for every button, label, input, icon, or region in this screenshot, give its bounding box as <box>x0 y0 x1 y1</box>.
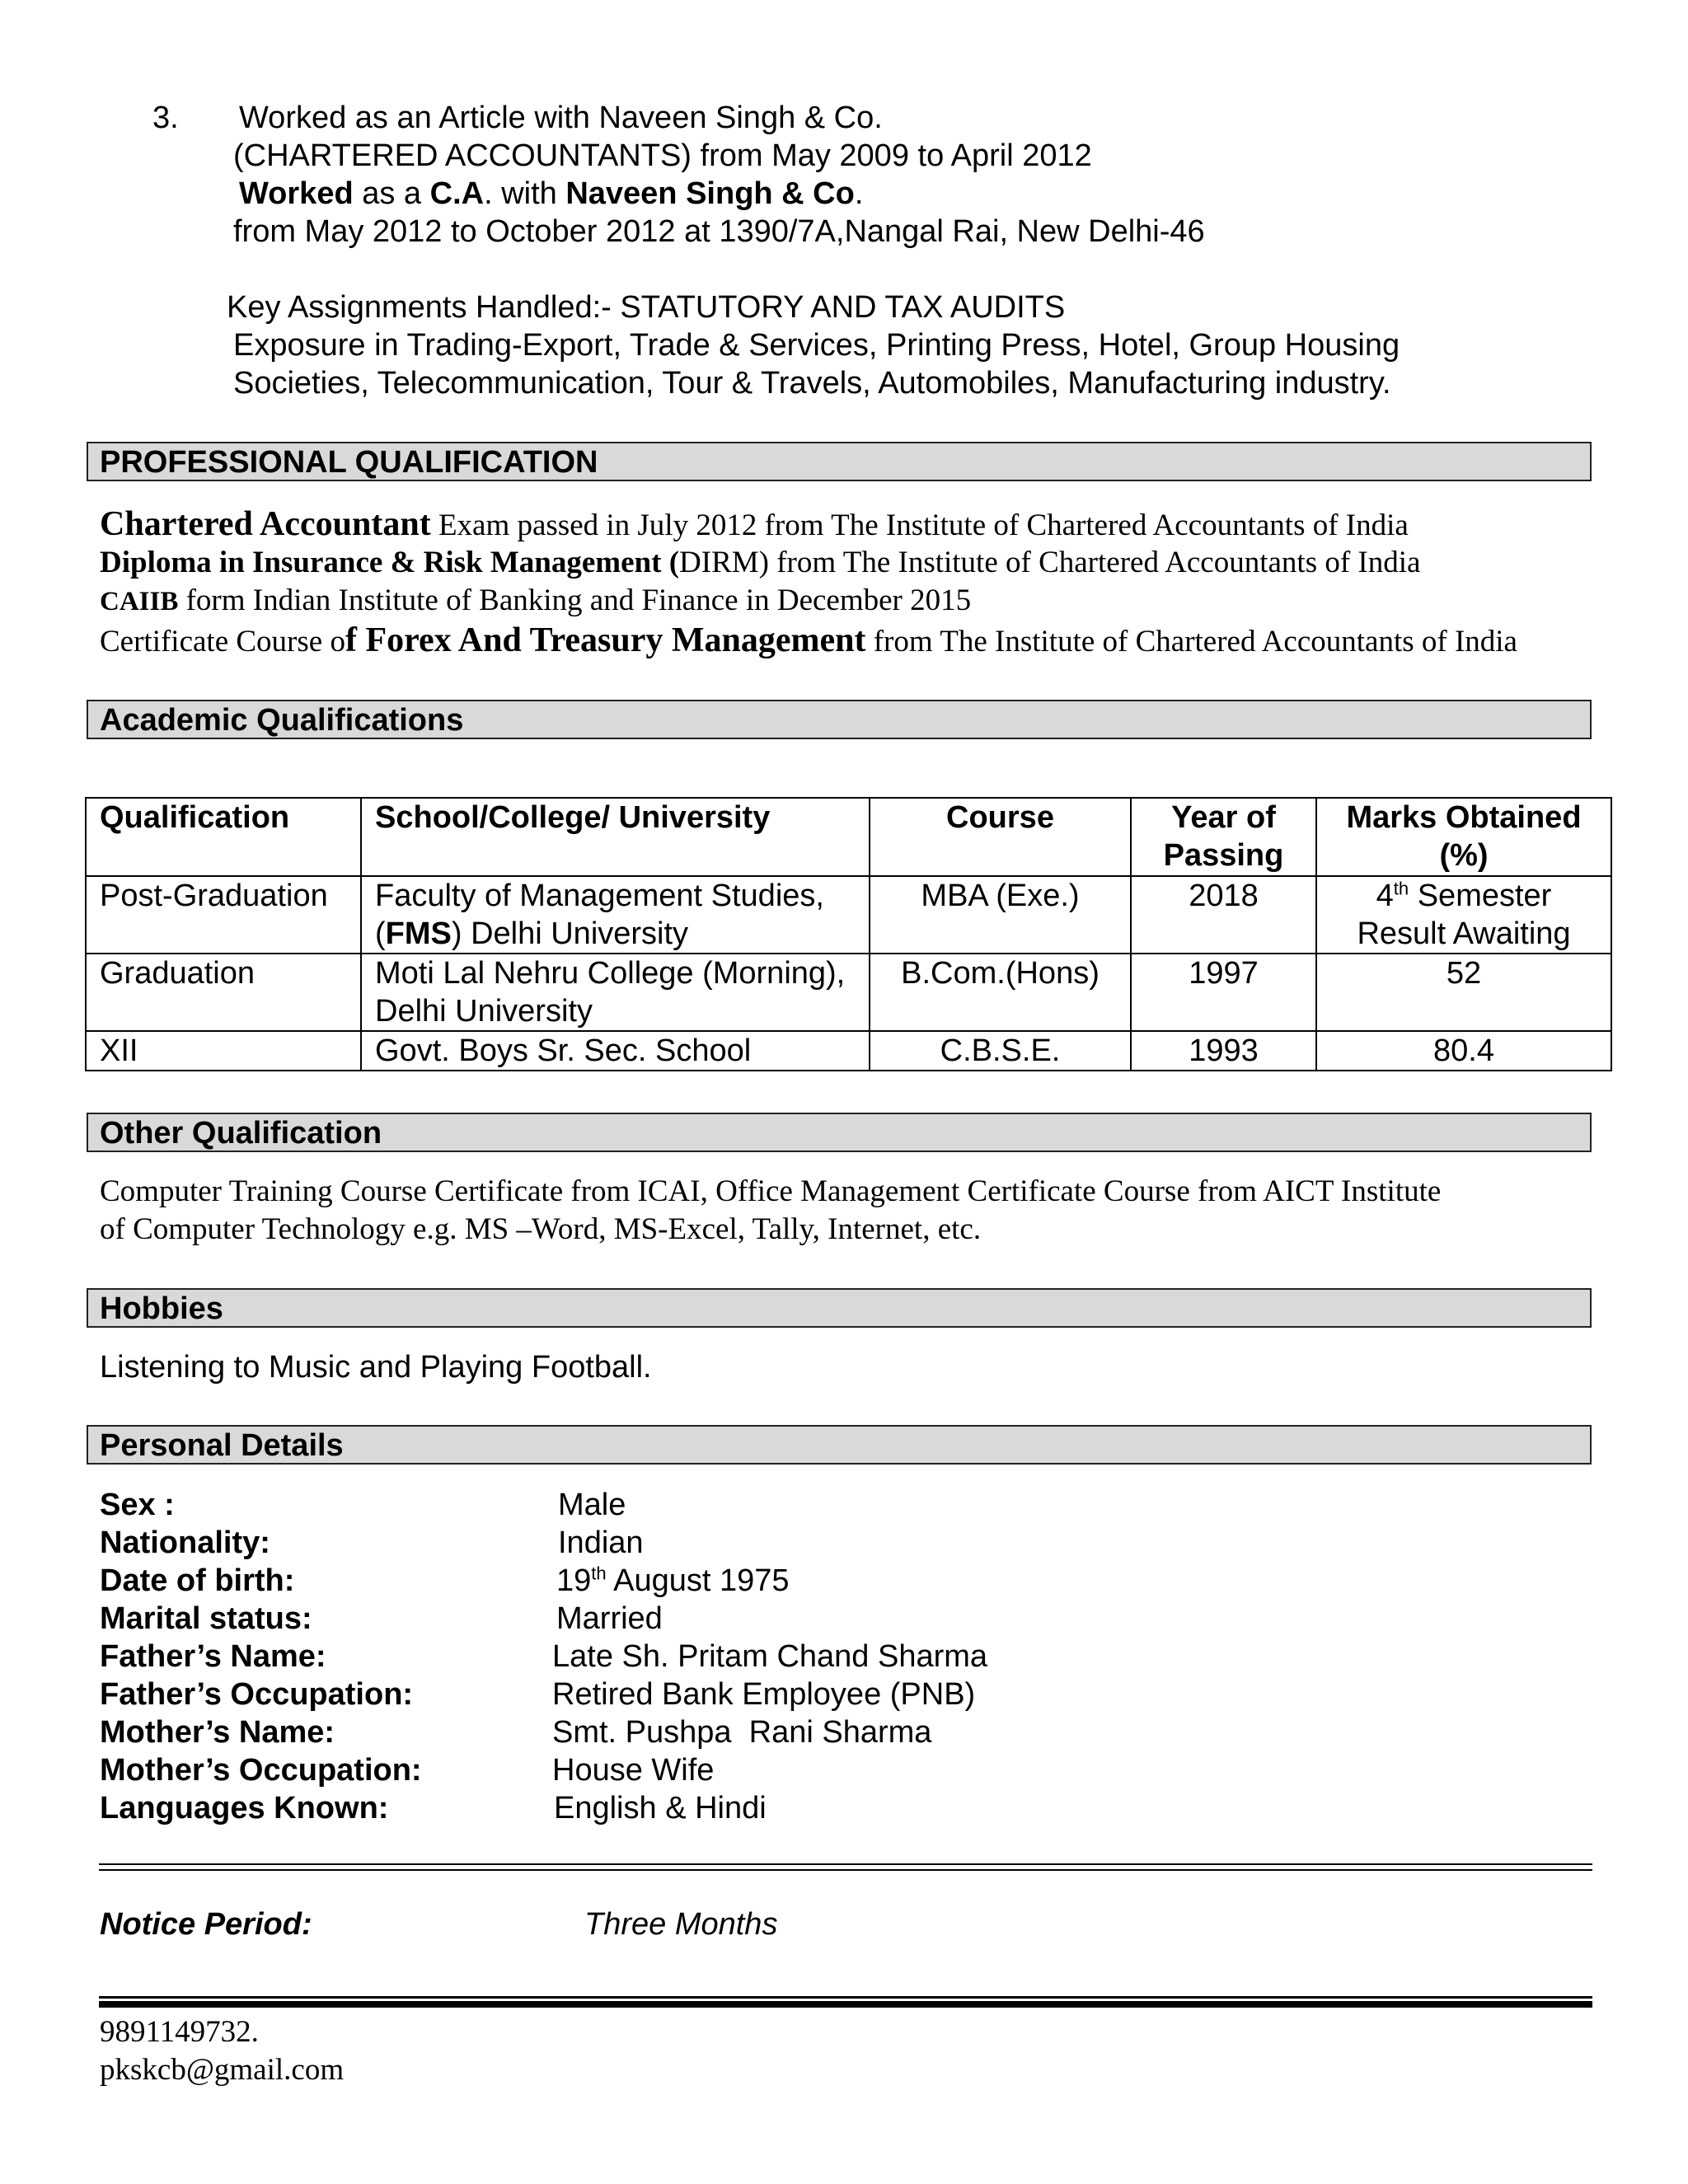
label-dob: Date of birth: <box>100 1563 295 1598</box>
divider-line <box>99 1863 1592 1865</box>
col-header-school: School/College/ University <box>361 798 870 876</box>
exposure-line-1: Exposure in Trading-Export, Trade & Services, Printing Press, Hotel, Group Housing <box>233 328 1400 363</box>
value-nationality: Indian <box>558 1526 644 1560</box>
col-header-year: Year of Passing <box>1131 798 1316 876</box>
cell-course: MBA (Exe.) <box>870 876 1131 954</box>
prof-qual-forex-title: f Forex And Treasury Management <box>345 621 866 659</box>
col-header-course: Course <box>870 798 1131 876</box>
label-nationality: Nationality: <box>100 1526 270 1560</box>
cell-course: C.B.S.E. <box>870 1031 1131 1071</box>
cell-qualification: Post-Graduation <box>86 876 361 954</box>
section-header-professional <box>87 442 1592 481</box>
work-line-3-bold-2: C.A <box>429 176 485 211</box>
section-header-hobbies <box>87 1288 1592 1328</box>
value-sex: Male <box>558 1488 626 1522</box>
academic-table <box>85 797 1612 1071</box>
cell-qualification: XII <box>86 1031 361 1071</box>
prof-qual-dirm-text: DIRM) from The Institute of Chartered Accountants of India <box>679 546 1421 579</box>
cell-school-pre: Faculty of Management Studies, ( <box>375 879 824 951</box>
divider-line <box>99 1869 1592 1871</box>
cell-school-bold: FMS <box>385 916 452 951</box>
cell-school-post: ) Delhi University <box>451 916 689 951</box>
work-line-3-text-2: . with <box>484 176 566 211</box>
prof-qual-forex-text: from The Institute of Chartered Accountants of India <box>865 625 1517 658</box>
value-dob-sup: th <box>591 1563 607 1584</box>
col-header-marks: Marks Obtained (%) <box>1316 798 1611 876</box>
work-line-3-bold-1: Worked <box>239 176 354 211</box>
work-line-3-text-3: . <box>854 176 864 211</box>
section-title: PROFESSIONAL QUALIFICATION <box>100 445 598 480</box>
table-row <box>86 1031 1611 1071</box>
value-dob <box>556 1562 790 1600</box>
section-header-other <box>87 1113 1592 1152</box>
cell-marks: 52 <box>1316 954 1611 1031</box>
section-title: Academic Qualifications <box>100 703 464 738</box>
label-languages: Languages Known: <box>100 1791 389 1825</box>
other-qual-line-1: Computer Training Course Certificate from ICAI, Office Management Certificate Course from AICT Institute <box>100 1174 1442 1208</box>
cell-school: Govt. Boys Sr. Sec. School <box>361 1031 870 1071</box>
divider-line-thick <box>99 2001 1592 2008</box>
prof-qual-caiib <box>100 583 971 620</box>
value-languages: English & Hindi <box>554 1791 767 1825</box>
work-line-1: Worked as an Article with Naveen Singh & Co. <box>239 101 883 135</box>
work-item-number: 3. <box>152 101 179 135</box>
cell-marks-sup: th <box>1393 878 1409 899</box>
label-marital: Marital status: <box>100 1601 312 1636</box>
work-line-3-bold-3: Naveen Singh & Co <box>565 176 855 211</box>
work-line-3-text-1: as a <box>353 176 430 211</box>
table-row <box>86 954 1611 1031</box>
cell-school: Moti Lal Nehru College (Morning), Delhi University <box>361 954 870 1031</box>
divider-line <box>99 1996 1592 1999</box>
value-mother: Smt. Pushpa Rani Sharma <box>552 1715 932 1750</box>
prof-qual-ca-title: Chartered Accountant <box>100 505 431 543</box>
value-mother-occupation: House Wife <box>552 1753 715 1788</box>
prof-qual-dirm-title: Diploma in Insurance & Risk Management ( <box>100 546 680 579</box>
notice-period-label: Notice Period: <box>100 1907 312 1942</box>
cell-qualification: Graduation <box>86 954 361 1031</box>
section-title: Other Qualification <box>100 1116 382 1151</box>
label-mother: Mother’s Name: <box>100 1715 335 1750</box>
table-header-row <box>86 798 1611 876</box>
prof-qual-caiib-title: CAIIB <box>100 587 179 616</box>
value-father-occupation: Retired Bank Employee (PNB) <box>552 1677 976 1712</box>
value-marital: Married <box>556 1601 663 1636</box>
label-sex: Sex : <box>100 1488 175 1522</box>
prof-qual-ca <box>100 506 1409 544</box>
cell-marks: 80.4 <box>1316 1031 1611 1071</box>
value-dob-day: 19 <box>556 1563 592 1598</box>
contact-phone: 9891149732. <box>100 2015 259 2049</box>
prof-qual-ca-text: Exam passed in July 2012 from The Institute of Chartered Accountants of India <box>430 509 1409 542</box>
work-line-2: (CHARTERED ACCOUNTANTS) from May 2009 to April 2012 <box>233 138 1092 173</box>
prof-qual-dirm <box>100 545 1420 581</box>
contact-email: pkskcb@gmail.com <box>100 2053 345 2087</box>
section-title: Hobbies <box>100 1291 223 1326</box>
cell-year: 1993 <box>1131 1031 1316 1071</box>
cell-marks <box>1316 876 1611 954</box>
cell-school <box>361 876 870 954</box>
value-dob-rest: August 1975 <box>606 1563 790 1598</box>
work-line-4: from May 2012 to October 2012 at 1390/7A,Nangal Rai, New Delhi-46 <box>233 214 1205 249</box>
cell-marks-rest: Semester Result Awaiting <box>1357 879 1571 951</box>
section-header-personal <box>87 1425 1592 1465</box>
other-qual-line-2: of Computer Technology e.g. MS –Word, MS-Excel, Tally, Internet, etc. <box>100 1212 982 1246</box>
work-line-3 <box>239 175 863 213</box>
notice-period-value: Three Months <box>584 1907 778 1942</box>
cell-course: B.Com.(Hons) <box>870 954 1131 1031</box>
cell-year: 2018 <box>1131 876 1316 954</box>
section-title: Personal Details <box>100 1428 344 1463</box>
cell-marks-num: 4 <box>1376 879 1394 913</box>
col-header-qualification: Qualification <box>86 798 361 876</box>
table-row <box>86 876 1611 954</box>
label-father: Father’s Name: <box>100 1639 326 1674</box>
label-mother-occupation: Mother’s Occupation: <box>100 1753 422 1788</box>
label-father-occupation: Father’s Occupation: <box>100 1677 414 1712</box>
exposure-line-2: Societies, Telecommunication, Tour & Travels, Automobiles, Manufacturing industry. <box>233 366 1391 401</box>
value-father: Late Sh. Pritam Chand Sharma <box>552 1639 988 1674</box>
prof-qual-caiib-text: form Indian Institute of Banking and Finance in December 2015 <box>178 583 972 617</box>
hobbies-text: Listening to Music and Playing Football. <box>100 1350 652 1385</box>
cell-year: 1997 <box>1131 954 1316 1031</box>
section-header-academic <box>87 700 1592 739</box>
prof-qual-forex-pre: Certificate Course o <box>100 625 345 658</box>
prof-qual-forex <box>100 622 1517 660</box>
key-assignments: Key Assignments Handled:- STATUTORY AND TAX AUDITS <box>227 290 1066 325</box>
